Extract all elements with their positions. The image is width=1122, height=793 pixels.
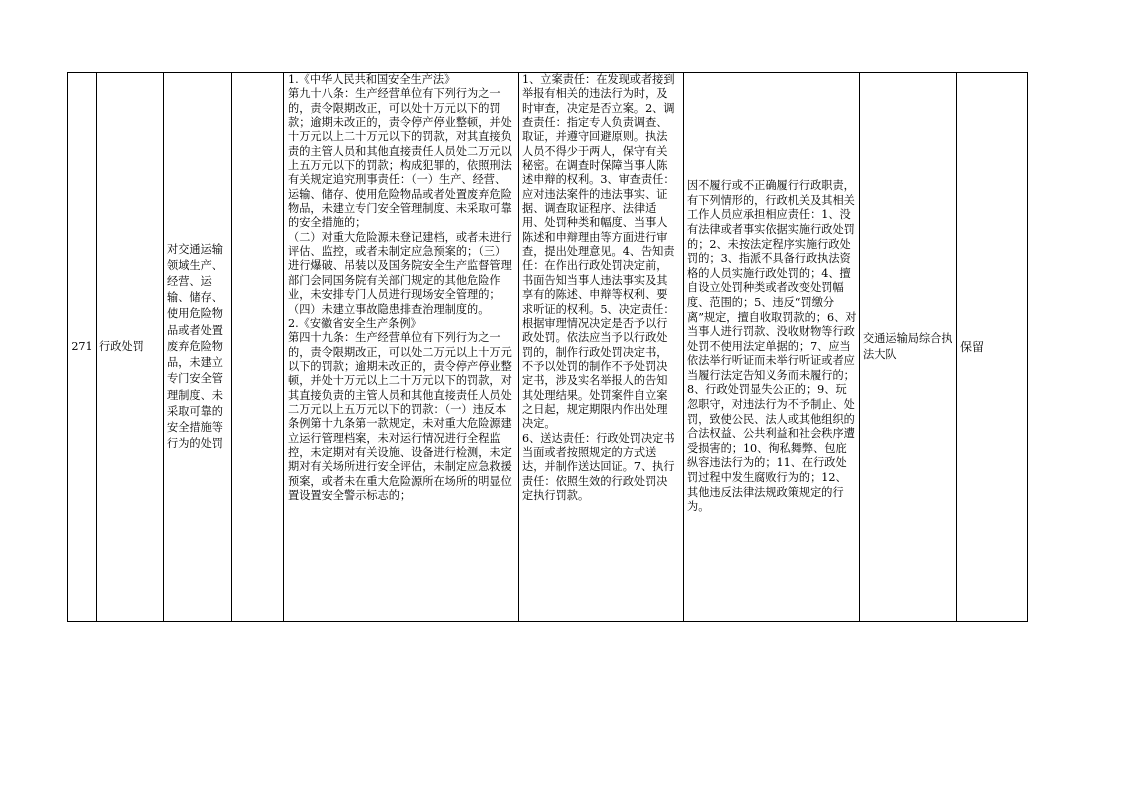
item-name-cell bbox=[164, 73, 232, 622]
duty-items-text: 1、立案责任：在发现或者接到举报有相关的违法行为时，及时审查，决定是否立案。2、调查责任：指定专人负责调查、取证，并遵守回避原则。执法人员不得少于两人，保守有关秘密。在调查时保障当事人陈述申辩的权利。3、审查责任：应对违法案件的违法事实、证据、调查取证程序、法律适用、处罚种类和幅度、当事人陈述和申辩理由等方面进行审查，提出处理意见。4、告知责任：在作出行政处罚决定前，书面告知当事人违法事实及其享有的陈述、申辩等权利、要求听证的权利。5、决定责任：根据审理情况决定是否予以行政处罚。依法应当予以行政处罚的，制作行政处罚决定书，不予以处罚的制作不予处罚决定书，涉及实名举报人的告知其处理结果。处罚案件自立案之日起，规定期限内作出处理决定。 6、送达责任：行政处罚决定书当面或者按照规定的方式送达，并制作送达回证。7、执行责任：依照生效的行政处罚决定执行罚款。 bbox=[522, 73, 675, 502]
remark-text: 保留 bbox=[960, 339, 985, 354]
remark-cell bbox=[957, 73, 1028, 622]
duty-items-cell bbox=[519, 73, 684, 622]
row-number: 271 bbox=[71, 339, 93, 353]
power-type-cell bbox=[97, 73, 164, 622]
power-list-table bbox=[67, 72, 1028, 622]
department-cell bbox=[860, 73, 957, 622]
row-number-cell bbox=[68, 73, 97, 622]
power-type: 行政处罚 bbox=[99, 339, 144, 353]
legal-basis-cell bbox=[284, 73, 519, 622]
item-name: 对交通运输领域生产、经营、运输、储存、使用危险物品或者处置废弃危险物品，未建立专门安全管理制度、未采取可靠的安全措施等行为的处罚 bbox=[167, 242, 223, 451]
liability-text: 因不履行或不正确履行行政职责，有下列情形的，行政机关及其相关工作人员应承担相应责任：1、没有法律或者事实依据实施行政处罚的；2、未按法定程序实施行政处罚的；3、指派不具备行政执法资格的人员实施行政处罚的；4、擅自设立处罚种类或者改变处罚幅度、范围的；5、违反“罚缴分离”规定，擅自收取罚款的；6、对当事人进行罚款、没收财物等行政处罚不使用法定单据的；7、应当依法举行听证而未举行听证或者应当履行法定告知义务而未履行的；8、行政处罚显失公正的；9、玩忽职守，对违法行为不予制止、处罚，致使公民、法人或其他组织的合法权益、公共利益和社会秩序遭受损害的；10、徇私舞弊、包庇纵容违法行为的；11、在行政处罚过程中发生腐败行为的；12、其他违反法律法规政策规定的行为。 bbox=[687, 179, 857, 514]
legal-basis-text: 1.《中华人民共和国安全生产法》 第九十八条：生产经营单位有下列行为之一的，责令限期改正，可以处十万元以下的罚款；逾期未改正的，责令停产停业整顿，并处十万元以上二十万元以下的罚款，对其直接负责的主管人员和其他直接责任人员处二万元以上五万元以下的罚款；构成犯罪的，依照刑法有关规定追究刑事责任：（一）生产、经营、运输、储存、使用危险物品或者处置废弃危险物品，未建立专门安全管理制度、未采取可靠的安全措施的； （二）对重大危险源未登记建档，或者未进行评估、监控，或者未制定应急预案的；（三）进行爆破、吊装以及国务院安全生产监督管理部门会同国务院有关部门规定的其他危险作业，未安排专门人员进行现场安全管理的；（四）未建立事故隐患排查治理制度的。 2.《安徽省安全生产条例》 第四十九条：生产经营单位有下列行为之一的，责令限期改正，可以处二万元以上十万元以下的罚款；逾期未改正的，责令停产停业整顿，并处十万元以上二十万元以下的罚款，对其直接负责的主管人员和其他直接责任人员处二万元以上五万元以下的罚款：（一）违反本条例第十九条第一款规定，未对重大危险源建立运行管理档案，未对运行情况进行全程监控，未定期对有关设施、设备进行检测，未定期对有关场所进行安全评估，未制定应急救援预案，或者未在重大危险源所在场所的明显位置设置安全警示标志的； bbox=[288, 73, 512, 502]
department-name: 交通运输局综合执法大队 bbox=[863, 332, 953, 361]
empty-cell bbox=[232, 73, 284, 622]
table-row bbox=[68, 73, 1028, 622]
liability-cell bbox=[684, 73, 860, 622]
